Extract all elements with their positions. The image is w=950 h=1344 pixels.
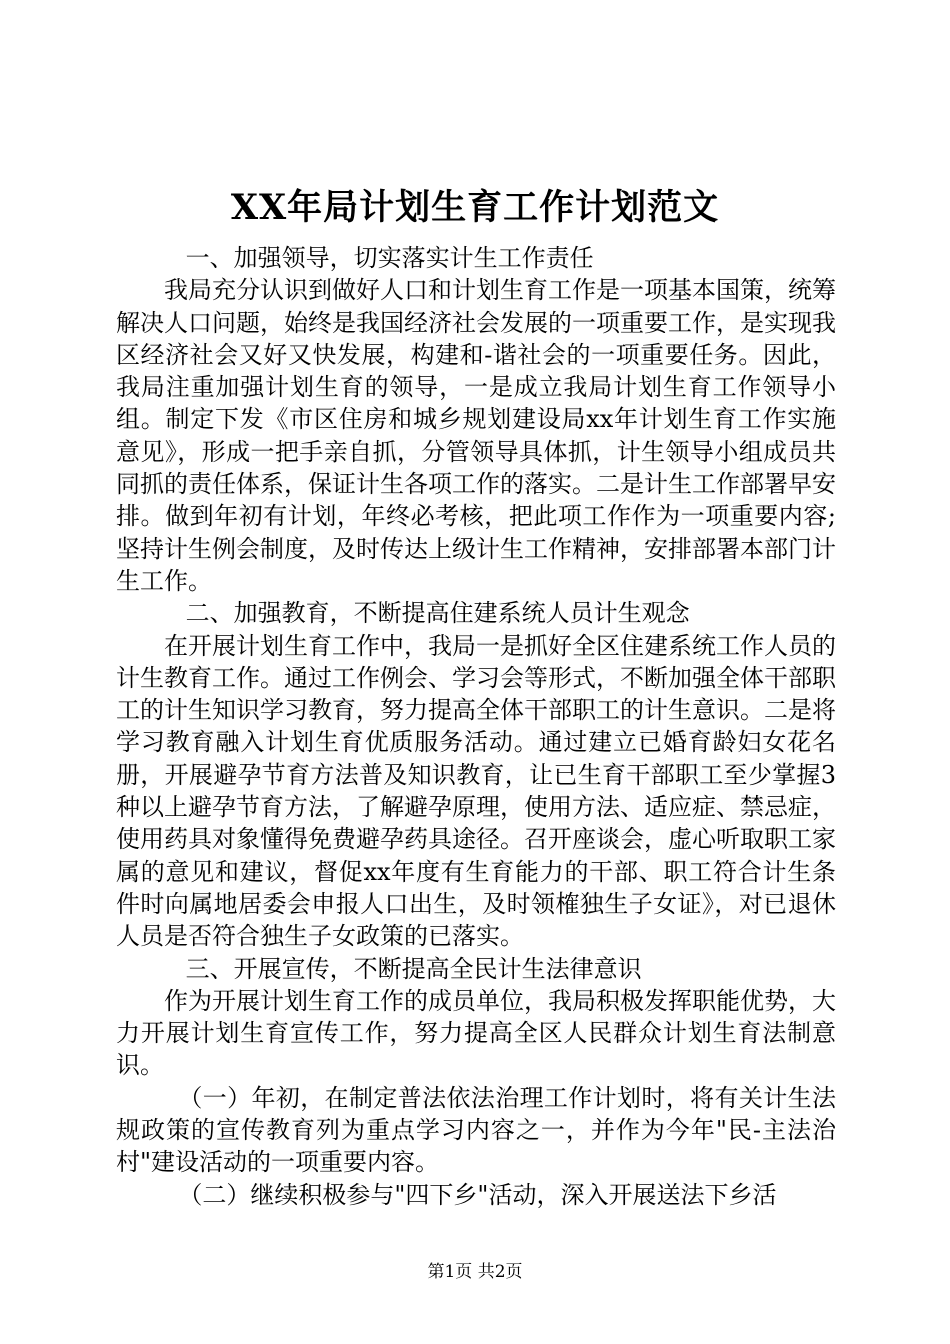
- document-body: [116, 242, 836, 1211]
- section-heading-3: 三、开展宣传，不断提高全民计生法律意识: [185, 954, 642, 983]
- sub-item-2: （二）继续积极参与"四下乡"活动，深入开展送法下乡活: [178, 1180, 777, 1209]
- document-title: XX年局计划生育工作计划范文: [230, 187, 720, 228]
- paragraph-1: 我局充分认识到做好人口和计划生育工作是一项基本国策，统筹解决人口问题，始终是我国经济社会发展的一项重要工作，是实现我区经济社会又好又快发展，构建和-谐社会的一项重要任务。因此，我局注重加强计划生育的领导，一是成立我局计划生育工作领导小组。制定下发《市区住房和城乡规划建设局xx年计划生育工作实施意见》，形成一把手亲自抓，分管领导具体抓，计生领导小组成员共同抓的责任体系，保证计生各项工作的落实。二是计生工作部署早安排。做到年初有计划，年终必考核，把此项工作作为一项重要内容;坚持计生例会制度，及时传达上级计生工作精神，安排部署本部门计生工作。: [116, 276, 836, 595]
- page-footer: 第1页 共2页: [427, 1262, 523, 1282]
- paragraph-3: 作为开展计划生育工作的成员单位，我局积极发挥职能优势，大力开展计划生育宣传工作，努力提高全区人民群众计划生育法制意识。: [116, 986, 836, 1080]
- section-heading-2: 二、加强教育，不断提高住建系统人员计生观念: [185, 599, 690, 628]
- paragraph-2: 在开展计划生育工作中，我局一是抓好全区住建系统工作人员的计生教育工作。通过工作例会、学习会等形式，不断加强全体干部职工的计生知识学习教育，努力提高全体干部职工的计生意识。二是将学习教育融入计划生育优质服务活动。通过建立已婚育龄妇女花名册，开展避孕节育方法普及知识教育，让已生育干部职工至少掌握3种以上避孕节育方法，了解避孕原理，使用方法、适应症、禁忌症，使用药具对象懂得免费避孕药具途径。召开座谈会，虚心听取职工家属的意见和建议，督促xx年度有生育能力的干部、职工符合计生条件时向属地居委会申报人口出生，及时领榷独生子女证》，对已退休人员是否符合独生子女政策的已落实。: [116, 631, 836, 951]
- section-heading-1: 一、加强领导，切实落实计生工作责任: [185, 244, 594, 272]
- sub-item-1: （一）年初，在制定普法依法治理工作计划时，将有关计生法规政策的宣传教育列为重点学习内容之一，并作为今年"民-主法治村"建设活动的一项重要内容。: [116, 1083, 836, 1177]
